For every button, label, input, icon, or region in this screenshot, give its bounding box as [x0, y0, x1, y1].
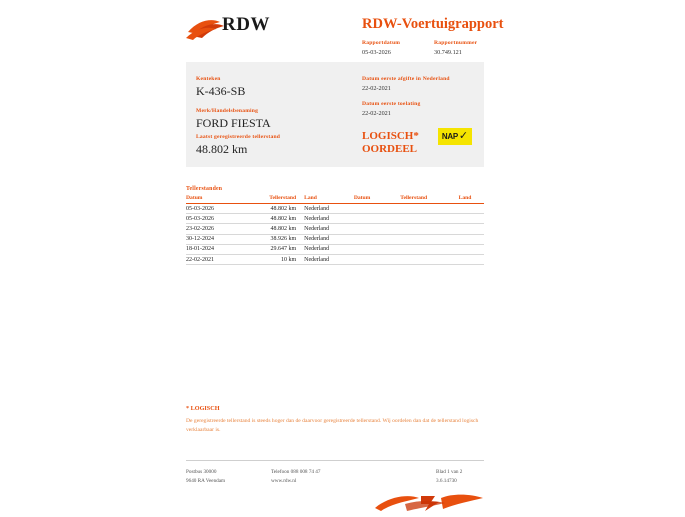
cell-date: 23-02-2026 [186, 224, 233, 234]
cell-date-right [354, 214, 400, 224]
cell-spacer [339, 254, 354, 264]
vehicle-summary-panel [186, 62, 484, 167]
footer-address [186, 468, 225, 486]
first-registration-nl-value: 22-02-2021 [362, 85, 391, 92]
mileage-table-body [186, 204, 484, 265]
col-header-date-2: Datum [354, 195, 400, 204]
cell-land-right [459, 224, 484, 234]
cell-land: Nederland [304, 244, 339, 254]
footer-website[interactable]: www.rdw.nl [271, 477, 297, 484]
cell-date: 05-03-2026 [186, 214, 233, 224]
footnote-block [186, 405, 486, 434]
table-row [186, 234, 484, 244]
nap-badge-label: NAP [441, 132, 458, 141]
license-plate-value: K-436-SB [196, 84, 246, 98]
col-header-odo-2: Tellerstand [400, 195, 458, 204]
cell-odo: 48.802 km [233, 224, 304, 234]
footer-contact [271, 468, 321, 486]
col-header-land-2: Land [459, 195, 484, 204]
cell-land-right [459, 254, 484, 264]
cell-spacer [339, 234, 354, 244]
footer-version: 3.6.14730 [436, 477, 457, 484]
footnote-title: * LOGISCH [186, 405, 220, 412]
report-date-block [362, 40, 400, 56]
cell-land: Nederland [304, 204, 339, 214]
cell-date: 05-03-2026 [186, 204, 233, 214]
footnote-body: De geregistreerde tellerstand is steeds hoger dan de daarvoor geregistreerde tellerstand. Wij oordelen dan dat de tellerstand logisch verklaarbaar is. [186, 418, 479, 433]
col-header-odo-1: Tellerstand [233, 195, 304, 204]
vehicle-identity-block [196, 76, 356, 140]
table-row [186, 254, 484, 264]
cell-odo-right [400, 204, 458, 214]
table-header-row [186, 195, 484, 204]
cell-date-right [354, 204, 400, 214]
col-spacer [339, 195, 354, 204]
table-row [186, 204, 484, 214]
cell-land: Nederland [304, 234, 339, 244]
brand-name: RDW [222, 14, 270, 35]
mileage-table [186, 195, 484, 265]
footer-address-line-1: Postbus 30000 [186, 469, 217, 475]
report-number-label: Rapportnummer [434, 40, 478, 46]
last-mileage-value: 48.802 km [196, 142, 248, 156]
col-header-date-1: Datum [186, 195, 233, 204]
page-title: RDW-Voertuigrapport [362, 16, 504, 32]
first-admission-value: 22-02-2021 [362, 110, 391, 117]
cell-date-right [354, 224, 400, 234]
cell-date-right [354, 234, 400, 244]
footer-phone: Telefoon 088 008 74 47 [271, 469, 321, 475]
cell-odo: 48.802 km [233, 204, 304, 214]
table-row [186, 224, 484, 234]
rdw-flame-footer-art [375, 490, 485, 512]
make-model-label: Merk/Handelsbenaming [196, 108, 259, 114]
report-date-label: Rapportdatum [362, 40, 401, 46]
cell-odo: 10 km [233, 254, 304, 264]
cell-land-right [459, 234, 484, 244]
cell-spacer [339, 224, 354, 234]
cell-odo-right [400, 244, 458, 254]
report-number-value: 30.749.121 [434, 49, 462, 56]
last-mileage-label: Laatst geregistreerde tellerstand [196, 134, 281, 140]
report-number-block [434, 40, 477, 56]
first-registration-nl-label: Datum eerste afgifte in Nederland [362, 76, 450, 82]
cell-odo: 38.926 km [233, 234, 304, 244]
cell-date-right [354, 254, 400, 264]
cell-date: 30-12-2024 [186, 234, 233, 244]
cell-odo-right [400, 224, 458, 234]
cell-land-right [459, 214, 484, 224]
cell-land: Nederland [304, 224, 339, 234]
verdict-line-2: OORDEEL [362, 143, 418, 156]
cell-spacer [339, 244, 354, 254]
cell-land-right [459, 244, 484, 254]
footer-address-line-2: 9640 RA Veendam [186, 477, 226, 484]
registration-dates-block [362, 76, 482, 126]
first-admission-label: Datum eerste toelating [362, 101, 421, 107]
cell-spacer [339, 214, 354, 224]
mileage-table-title: Tellerstanden [186, 186, 223, 192]
cell-odo-right [400, 214, 458, 224]
footer-divider [186, 460, 484, 461]
report-date-value: 05-03-2026 [362, 49, 391, 56]
cell-odo-right [400, 234, 458, 244]
verdict-block [362, 130, 419, 157]
table-row [186, 244, 484, 254]
check-icon: ✓ [458, 130, 469, 142]
cell-odo-right [400, 254, 458, 264]
cell-land-right [459, 204, 484, 214]
cell-date-right [354, 244, 400, 254]
table-row [186, 214, 484, 224]
cell-date: 22-02-2021 [186, 254, 233, 264]
cell-land: Nederland [304, 214, 339, 224]
license-plate-label: Kenteken [196, 76, 221, 82]
cell-spacer [339, 204, 354, 214]
status-badge [438, 128, 472, 145]
col-header-land-1: Land [304, 195, 339, 204]
make-model-value: FORD FIESTA [196, 116, 271, 130]
last-mileage-block [196, 134, 356, 166]
cell-odo: 29.647 km [233, 244, 304, 254]
footer-pagination [436, 468, 462, 486]
verdict-line-1: LOGISCH* [362, 130, 419, 142]
footer-page-number: Blad 1 van 2 [436, 469, 463, 475]
cell-land: Nederland [304, 254, 339, 264]
cell-date: 18-01-2024 [186, 244, 233, 254]
cell-odo: 48.802 km [233, 214, 304, 224]
